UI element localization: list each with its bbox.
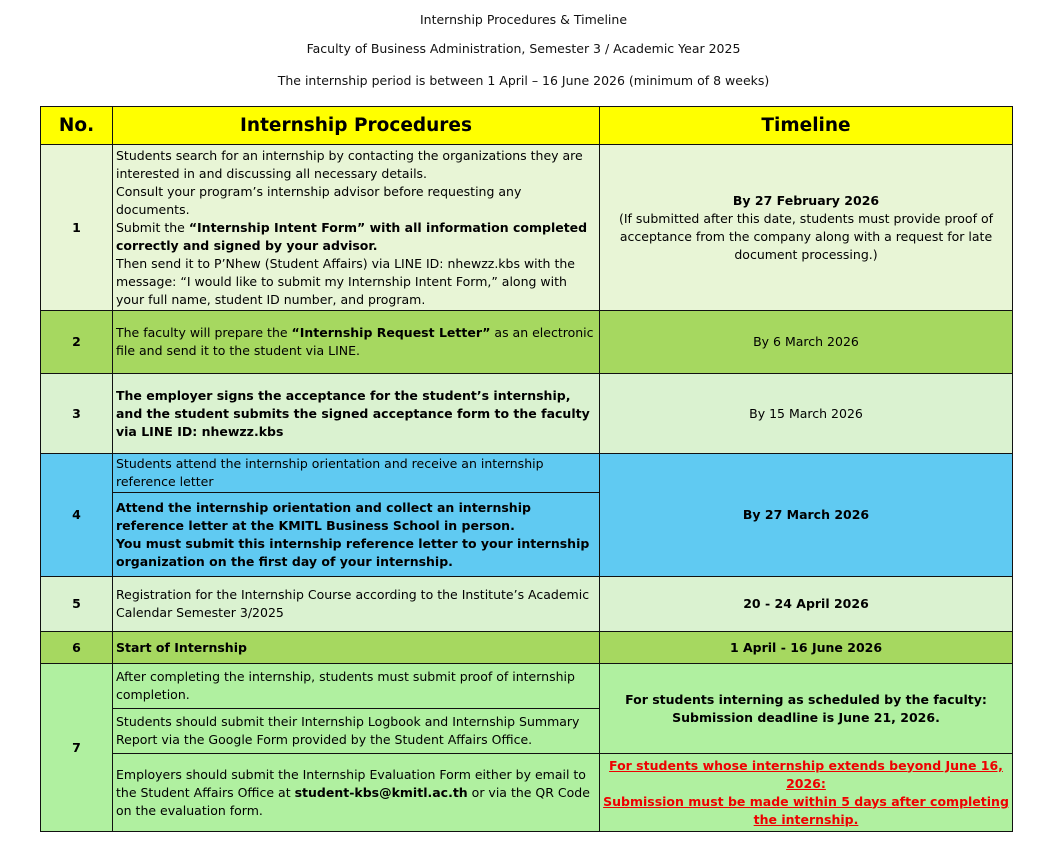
timeline-cell xyxy=(600,664,1013,754)
table-row xyxy=(41,664,1013,709)
step-number: 1 xyxy=(41,145,113,311)
procedure-cell xyxy=(113,145,600,311)
column-header-procedures: Internship Procedures xyxy=(113,107,600,145)
timeline-text: For students interning as scheduled by the faculty: xyxy=(625,691,987,707)
document-subtitle: Faculty of Business Administration, Semester 3 / Academic Year 2025 xyxy=(306,41,741,56)
procedure-cell xyxy=(113,754,600,832)
step-number: 2 xyxy=(41,311,113,374)
procedure-text-bold: “Internship Request Letter” xyxy=(291,325,491,340)
table-row xyxy=(41,454,1013,493)
timeline-text: Submission deadline is June 21, 2026. xyxy=(672,709,940,725)
internship-period: The internship period is between 1 April – 16 June 2026 (minimum of 8 weeks) xyxy=(277,73,770,88)
procedure-cell: Students attend the internship orientation and receive an internship reference letter xyxy=(113,454,600,493)
email-address: student-kbs@kmitl.ac.th xyxy=(294,784,468,800)
table-row xyxy=(41,145,1013,311)
procedure-cell: Registration for the Internship Course according to the Institute’s Academic Calendar Semester 3/2025 xyxy=(113,577,600,632)
procedure-cell: Students should submit their Internship Logbook and Internship Summary Report via the Google Form provided by the Student Affairs Office. xyxy=(113,709,600,754)
table-row xyxy=(41,577,1013,632)
procedure-text: Then send it to P’Nhew (Student Affairs) via LINE ID: nhewzz.kbs with the message: “I would like to submit my Internship Intent Form,” along with your full name, student ID number, and program. xyxy=(116,255,575,307)
table-row xyxy=(41,311,1013,374)
procedure-text-plain: Submit the xyxy=(116,219,189,235)
procedure-text xyxy=(116,219,596,255)
column-header-timeline: Timeline xyxy=(600,107,1013,145)
alert-text: Submission must be made within 5 days after completing the internship. xyxy=(603,793,1009,827)
procedure-text: Consult your program’s internship advisor before requesting any documents. xyxy=(116,183,522,217)
step-number: 7 xyxy=(41,664,113,832)
procedure-text: You must submit this internship reference letter to your internship organization on the first day of your internship. xyxy=(116,535,590,569)
timeline-note: (If submitted after this date, students must provide proof of acceptance from the company along with a request for late document processing.) xyxy=(618,210,993,262)
timeline-cell: By 27 March 2026 xyxy=(600,454,1013,577)
step-number: 6 xyxy=(41,632,113,664)
procedure-text-plain: The faculty will prepare the xyxy=(116,325,292,340)
table-row xyxy=(41,374,1013,454)
procedure-cell xyxy=(113,311,600,374)
table-header-row xyxy=(41,107,1013,145)
step-number: 3 xyxy=(41,374,113,454)
procedure-text-plain: as an electronic file and send it to the student via LINE. xyxy=(116,325,594,358)
timeline-cell xyxy=(600,145,1013,311)
timeline-date: By 27 February 2026 xyxy=(732,192,880,208)
timeline-cell: 1 April - 16 June 2026 xyxy=(600,632,1013,664)
procedure-cell xyxy=(113,493,600,577)
timeline-cell: By 15 March 2026 xyxy=(600,374,1013,454)
step-number: 4 xyxy=(41,454,113,577)
timeline-cell: 20 - 24 April 2026 xyxy=(600,577,1013,632)
procedure-text-bold: “Internship Intent Form” with all information completed correctly and signed by your advisor. xyxy=(116,219,588,253)
document-title: Internship Procedures & Timeline xyxy=(419,12,628,27)
procedure-text: Attend the internship orientation and collect an internship reference letter at the KMITL Business School in person. xyxy=(116,499,531,533)
timeline-cell-alert xyxy=(600,754,1013,832)
alert-text: For students whose internship extends beyond June 16, 2026: xyxy=(609,757,1003,791)
procedures-table xyxy=(40,106,1013,832)
table-row xyxy=(41,632,1013,664)
procedure-cell: The employer signs the acceptance for the student’s internship, and the student submits the signed acceptance form to the faculty via LINE ID: nhewzz.kbs xyxy=(113,374,600,454)
column-header-no: No. xyxy=(41,107,113,145)
table-row xyxy=(41,754,1013,832)
procedure-cell: After completing the internship, students must submit proof of internship completion. xyxy=(113,664,600,709)
procedure-text: Students search for an internship by contacting the organizations they are interested in and discussing all necessary details. xyxy=(116,147,583,181)
timeline-cell: By 6 March 2026 xyxy=(600,311,1013,374)
step-number: 5 xyxy=(41,577,113,632)
procedure-text-plain: Employers should submit the Internship Evaluation Form either by email to the Student Affairs Office at xyxy=(116,766,586,800)
procedure-text-plain: or via the QR Code on the evaluation form. xyxy=(116,784,590,818)
procedure-cell: Start of Internship xyxy=(113,632,600,664)
